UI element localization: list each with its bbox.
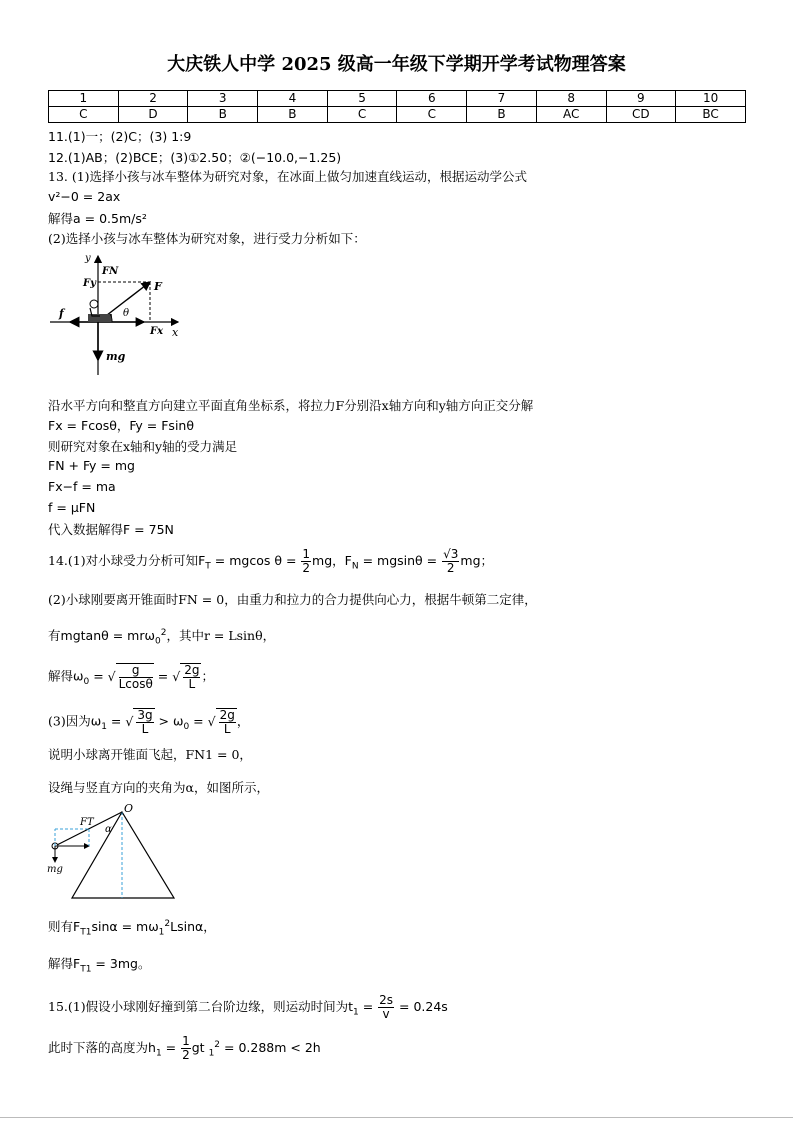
q14-part3-eq-prefix: 则有 (48, 919, 74, 934)
label-theta: θ (123, 308, 130, 319)
label-x: x (172, 326, 179, 339)
table-cell: D (118, 107, 188, 123)
q13-equation-f: f = μFN (48, 500, 96, 515)
q14-part2-equation: 有mgtanθ = mrω$_0^2$，其中r = Lsinθ， (48, 627, 276, 647)
table-cell: 10 (676, 91, 746, 107)
table-cell: 5 (327, 91, 397, 107)
q13-decomposition: 沿水平方向和整直方向建立平面直角坐标系，将拉力F分别沿x轴方向和y轴方向正交分解 (48, 398, 534, 413)
table-cell: 2 (118, 91, 188, 107)
q11-answer: 11.(1)一；(2)C；(3) 1:9 (48, 129, 192, 144)
q12-answer: 12.(1)AB；(2)BCE；(3)①2.50；②(−10.0,−1.25) (48, 150, 342, 165)
label-ft: FT (80, 817, 94, 828)
q13-equation-x: Fx−f = ma (48, 479, 116, 494)
q14-part3-angle: 设绳与竖直方向的夹角为α，如图所示， (48, 780, 269, 795)
label-o: O (124, 802, 134, 815)
label-fx: Fx (150, 326, 164, 337)
table-cell: 4 (258, 91, 328, 107)
table-cell: B (467, 107, 537, 123)
label-friction: f (59, 307, 64, 320)
q13-equation-1: v²−0 = 2ax (48, 189, 121, 204)
table-cell: 6 (397, 91, 467, 107)
q14-part1: 14.(1)对小球受力分析可知$F_T = mgcos$ θ = $\frac{1}{2}$ mg，$F_N = mgsin\theta$ = $\frac{√3}{2}$ mg； (48, 547, 494, 575)
table-cell: C (397, 107, 467, 123)
q14-part2: (2)小球刚要离开锥面时FN = 0，由重力和拉力的合力提供向心力，根据牛顿第二定律， (48, 592, 537, 607)
label-fy: Fy (83, 278, 96, 289)
q14-part3-equation: 则有$F_{T1}\sin\alpha = m\omega_1^2Lsin\alpha$， (48, 918, 216, 938)
q14-part3-note: 说明小球离开锥面飞起，FN1 = 0， (48, 747, 252, 762)
answer-table-number-row (49, 91, 746, 107)
q13-fx-fy: Fx = Fcosθ，Fy = Fsinθ (48, 418, 194, 433)
force-diagram (48, 250, 193, 380)
label-mg: mg (106, 350, 126, 363)
q14-part3: (3)因为$\omega_1$ = √ $\frac{3g}{L}$ > $\omega_0$ = √ $\frac{2g}{L}$ ， (48, 708, 250, 736)
label-y: y (85, 253, 91, 264)
page-title: 大庆铁人中学 2025 级高一年级下学期开学考试物理答案 (167, 54, 626, 75)
q14-solve-prefix: 解得 (48, 668, 74, 684)
q13-equation-y: FN + Fy = mg (48, 458, 135, 473)
q13-solve-a: 解得a = 0.5m/s² (48, 211, 147, 226)
q13-part1: 13. (1)选择小孩与冰车整体为研究对象，在冰面上做匀加速直线运动，根据运动学公式 (48, 169, 528, 184)
table-cell: B (258, 107, 328, 123)
q15-height-prefix: 此时下落的高度为 (48, 1040, 149, 1055)
answer-table-answer-row (49, 107, 746, 123)
table-cell: CD (606, 107, 676, 123)
table-cell: B (188, 107, 258, 123)
table-cell: 1 (49, 91, 119, 107)
table-cell: 8 (536, 91, 606, 107)
bottom-divider (0, 1117, 793, 1118)
q13-part2: (2)选择小孩与冰车整体为研究对象，进行受力分析如下： (48, 231, 366, 246)
q13-balance: 则研究对象在x轴和y轴的受力满足 (48, 439, 238, 454)
q15-part1-prefix: 15.(1)假设小球刚好撞到第二台阶边缘，则运动时间为 (48, 999, 349, 1014)
q13-result: 代入数据解得F = 75N (48, 522, 174, 537)
child-icon (90, 300, 98, 308)
q14-part1-prefix: 14.(1)对小球受力分析可知 (48, 553, 199, 568)
table-cell: C (49, 107, 119, 123)
table-cell: 3 (188, 91, 258, 107)
label-mg2: mg (47, 864, 63, 875)
table-cell: 9 (606, 91, 676, 107)
q15-height: 此时下落的高度为$h_1$ = $\frac{1}{2}$ gt $_1^2$ = 0.288m < 2h (48, 1034, 321, 1062)
table-cell: 7 (467, 91, 537, 107)
label-f: F (154, 280, 162, 293)
answer-table (48, 90, 746, 123)
q14-part3-result: 解得$F_{T1} = 3mg$。 (48, 956, 151, 975)
q14-part3-prefix: (3)因为 (48, 713, 91, 729)
label-fn: FN (102, 266, 119, 277)
table-cell: C (327, 107, 397, 123)
cone-diagram (44, 800, 184, 902)
label-alpha: α (105, 824, 112, 835)
q14-part2-mid: ，其中r = Lsinθ， (166, 628, 276, 643)
table-cell: AC (536, 107, 606, 123)
table-cell: BC (676, 107, 746, 123)
q15-time-result: = 0.24s (399, 999, 448, 1014)
q15-part1: 15.(1)假设小球刚好撞到第二台阶边缘，则运动时间为$t_1$ = $\frac{2s}{v}$ = 0.24s (48, 993, 448, 1021)
q14-omega0: 解得$\omega_0$ = √ $\frac{g}{Lcos\theta}$ = √ $\frac{2g}{L}$ ； (48, 663, 214, 691)
q14-part2-prefix: 有 (48, 628, 61, 643)
q15-height-result: = 0.288m < 2h (224, 1040, 321, 1055)
